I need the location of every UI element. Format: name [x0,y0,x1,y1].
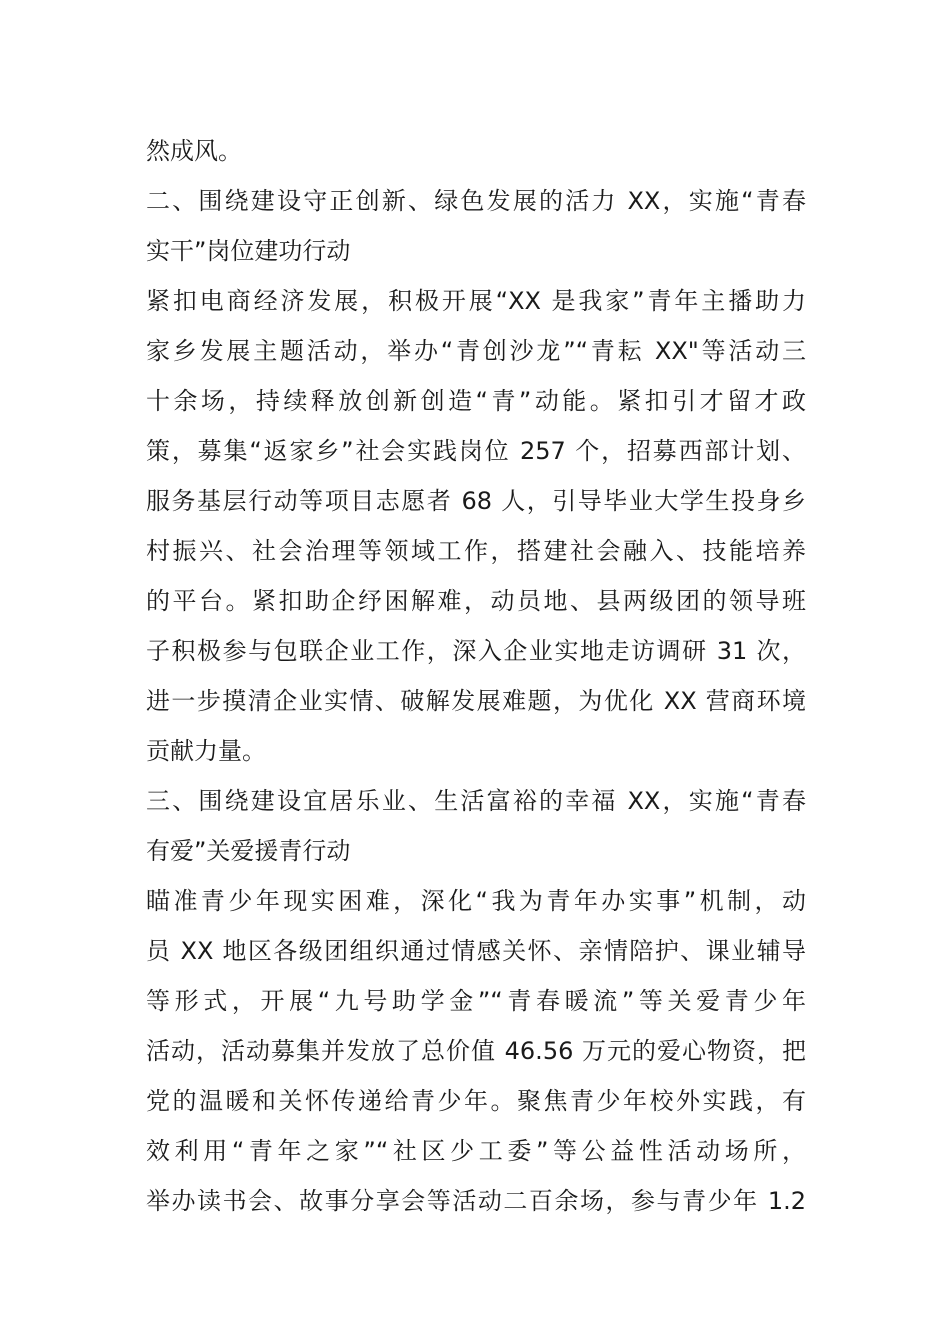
text-line: 贡献力量。 [146,737,266,765]
section-heading-2-line: 实干”岗位建功行动 [146,237,351,265]
section-heading-3-line: 有爱”关爱援青行动 [146,837,351,865]
text-line: 进一步摸清企业实情、破解发展难题，为优化 XX 营商环境 [146,687,806,715]
text-line: 紧扣电商经济发展，积极开展“XX 是我家”青年主播助力 [146,287,806,315]
document-body [146,126,806,1226]
text-line: 十余场，持续释放创新创造“青”动能。紧扣引才留才政 [146,387,806,415]
text-line: 服务基层行动等项目志愿者 68 人，引导毕业大学生投身乡 [146,487,806,515]
text-line: 效利用“青年之家”“社区少工委”等公益性活动场所， [146,1137,806,1165]
text-line: 策，募集“返家乡”社会实践岗位 257 个，招募西部计划、 [146,437,806,465]
text-line: 员 XX 地区各级团组织通过情感关怀、亲情陪护、课业辅导 [146,937,806,965]
text-line: 村振兴、社会治理等领域工作，搭建社会融入、技能培养 [146,537,806,565]
text-line: 党的温暖和关怀传递给青少年。聚焦青少年校外实践，有 [146,1087,806,1115]
section-heading-2-line: 二、围绕建设守正创新、绿色发展的活力 XX，实施“青春 [146,187,806,215]
text-line: 瞄准青少年现实困难，深化“我为青年办实事”机制，动 [146,887,806,915]
text-line: 的平台。紧扣助企纾困解难，动员地、县两级团的领导班 [146,587,806,615]
text-line: 家乡发展主题活动，举办“青创沙龙”“青耘 XX"等活动三 [146,337,806,365]
text-line: 然成风。 [146,137,242,165]
text-line: 活动，活动募集并发放了总价值 46.56 万元的爱心物资，把 [146,1037,806,1065]
text-line: 举办读书会、故事分享会等活动二百余场，参与青少年 1.2 [146,1187,806,1215]
text-line: 等形式，开展“九号助学金”“青春暖流”等关爱青少年 [146,987,806,1015]
text-line: 子积极参与包联企业工作，深入企业实地走访调研 31 次， [146,637,806,665]
section-heading-3-line: 三、围绕建设宜居乐业、生活富裕的幸福 XX，实施“青春 [146,787,806,815]
